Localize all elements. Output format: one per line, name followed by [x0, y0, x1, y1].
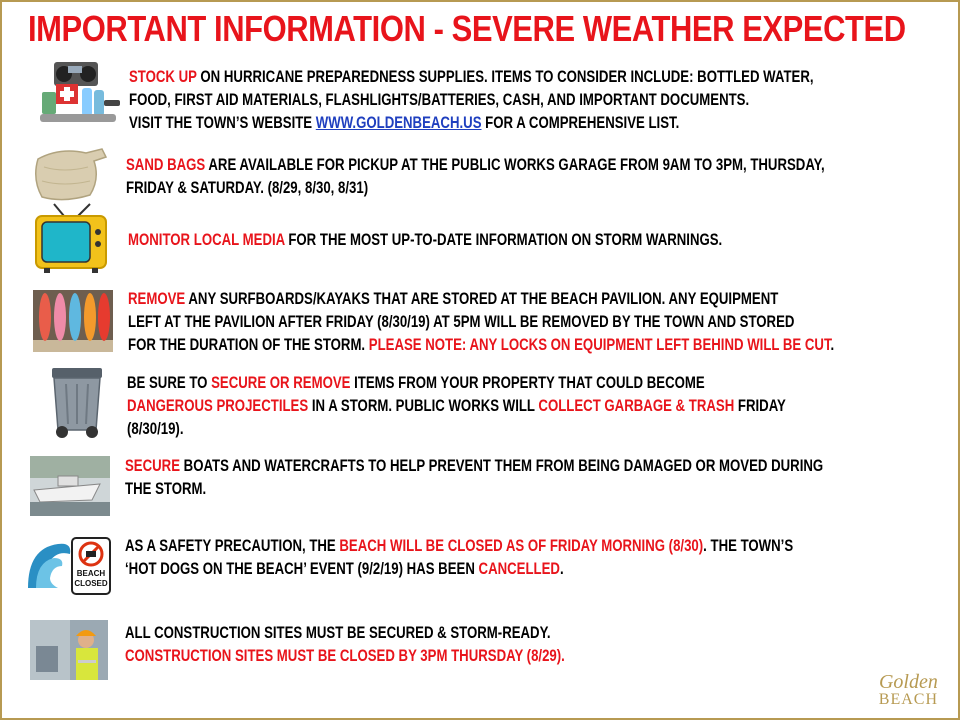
body-text: ALL CONSTRUCTION SITES MUST BE SECURED & STORM-READY.: [125, 624, 551, 642]
info-item-construction: [125, 622, 565, 668]
info-line: [125, 478, 823, 501]
info-line: [127, 395, 786, 418]
highlight-text: CONSTRUCTION SITES MUST BE CLOSED BY 3PM THURSDAY (8/29).: [125, 647, 565, 665]
info-line: [126, 177, 825, 200]
info-line: [129, 89, 814, 112]
body-text: ARE AVAILABLE FOR PICKUP AT THE PUBLIC WORKS GARAGE FROM 9AM TO 3PM, THURSDAY,: [205, 156, 825, 174]
body-text: ANY SURFBOARDS/KAYAKS THAT ARE STORED AT THE BEACH PAVILION. ANY EQUIPMENT: [185, 290, 779, 308]
website-link[interactable]: WWW.GOLDENBEACH.US: [315, 114, 482, 132]
body-text: BE SURE TO: [127, 374, 212, 392]
info-line: [125, 455, 823, 478]
highlight-text: MONITOR LOCAL MEDIA: [128, 231, 285, 249]
highlight-text: STOCK UP: [129, 68, 197, 86]
info-line: [128, 334, 834, 357]
info-line: [128, 311, 834, 334]
highlight-text: DANGEROUS PROJECTILES: [127, 397, 309, 415]
emergency-supplies-icon: [38, 60, 122, 126]
sandbag-icon: [30, 145, 110, 203]
info-line: [125, 535, 793, 558]
info-item-secure-property: [127, 372, 786, 441]
body-text: FRIDAY & SATURDAY. (8/29, 8/30, 8/31): [126, 179, 369, 197]
body-text: FOR THE MOST UP-TO-DATE INFORMATION ON STORM WARNINGS.: [284, 231, 723, 249]
info-line: [127, 418, 786, 441]
info-item-stock-up: [129, 66, 814, 135]
construction-worker-icon: [30, 620, 108, 680]
body-text: ITEMS FROM YOUR PROPERTY THAT COULD BECOME: [350, 374, 705, 392]
info-line: [126, 154, 825, 177]
info-item-secure-boats: [125, 455, 823, 501]
body-text: VISIT THE TOWN’S WEBSITE: [129, 114, 316, 132]
highlight-text: BEACH WILL BE CLOSED AS OF FRIDAY MORNING (8/30): [339, 537, 704, 555]
info-item-remove-surfboards: [128, 288, 834, 357]
info-item-beach-closed: [125, 535, 793, 581]
body-text: FRIDAY: [734, 397, 786, 415]
info-line: [129, 66, 814, 89]
highlight-text: SECURE: [125, 457, 181, 475]
info-line: [125, 558, 793, 581]
beach-closed-sign-line2: CLOSED: [74, 579, 108, 588]
beach-closed-sign-line1: BEACH: [76, 569, 106, 578]
body-text: BOATS AND WATERCRAFTS TO HELP PREVENT THEM FROM BEING DAMAGED OR MOVED DURING: [180, 457, 824, 475]
body-text: . THE TOWN’S: [703, 537, 794, 555]
logo-line1: Golden: [878, 671, 938, 693]
highlight-text: PLEASE NOTE: ANY LOCKS ON EQUIPMENT LEFT BEHIND WILL BE CUT: [368, 336, 831, 354]
body-text: (8/30/19).: [127, 420, 184, 438]
highlight-text: COLLECT GARBAGE & TRASH: [538, 397, 735, 415]
body-text: LEFT AT THE PAVILION AFTER FRIDAY (8/30/19) AT 5PM WILL BE REMOVED BY THE TOWN AND STORED: [128, 313, 795, 331]
logo-line2: BEACH: [878, 691, 938, 708]
body-text: AS A SAFETY PRECAUTION, THE: [125, 537, 340, 555]
beach-closed-icon: [24, 534, 114, 598]
golden-beach-logo: [879, 672, 938, 708]
boat-icon: [30, 456, 110, 516]
highlight-text: SAND BAGS: [126, 156, 206, 174]
info-line: [127, 372, 786, 395]
highlight-text: SECURE OR REMOVE: [211, 374, 351, 392]
television-icon: [34, 202, 110, 274]
body-text: ‘HOT DOGS ON THE BEACH’ EVENT (9/2/19) HAS BEEN: [125, 560, 479, 578]
info-item-sand-bags: [126, 154, 825, 200]
info-line: [128, 229, 722, 252]
body-text: ON HURRICANE PREPAREDNESS SUPPLIES. ITEMS TO CONSIDER INCLUDE: BOTTLED WATER,: [196, 68, 814, 86]
body-text: FOR A COMPREHENSIVE LIST.: [481, 114, 680, 132]
highlight-text: REMOVE: [128, 290, 186, 308]
highlight-text: CANCELLED: [478, 560, 560, 578]
info-line: [125, 622, 565, 645]
body-text: .: [830, 336, 835, 354]
trash-bin-icon: [46, 366, 108, 440]
info-line: [129, 112, 814, 135]
surfboards-icon: [33, 290, 113, 352]
info-line: [125, 645, 565, 668]
body-text: FOOD, FIRST AID MATERIALS, FLASHLIGHTS/BATTERIES, CASH, AND IMPORTANT DOCUMENTS.: [129, 91, 750, 109]
body-text: IN A STORM. PUBLIC WORKS WILL: [308, 397, 539, 415]
info-item-monitor-media: [128, 229, 722, 252]
page-title: IMPORTANT INFORMATION - SEVERE WEATHER EXPECTED: [28, 8, 906, 49]
body-text: .: [559, 560, 564, 578]
body-text: THE STORM.: [125, 480, 207, 498]
info-line: [128, 288, 834, 311]
body-text: FOR THE DURATION OF THE STORM.: [128, 336, 369, 354]
